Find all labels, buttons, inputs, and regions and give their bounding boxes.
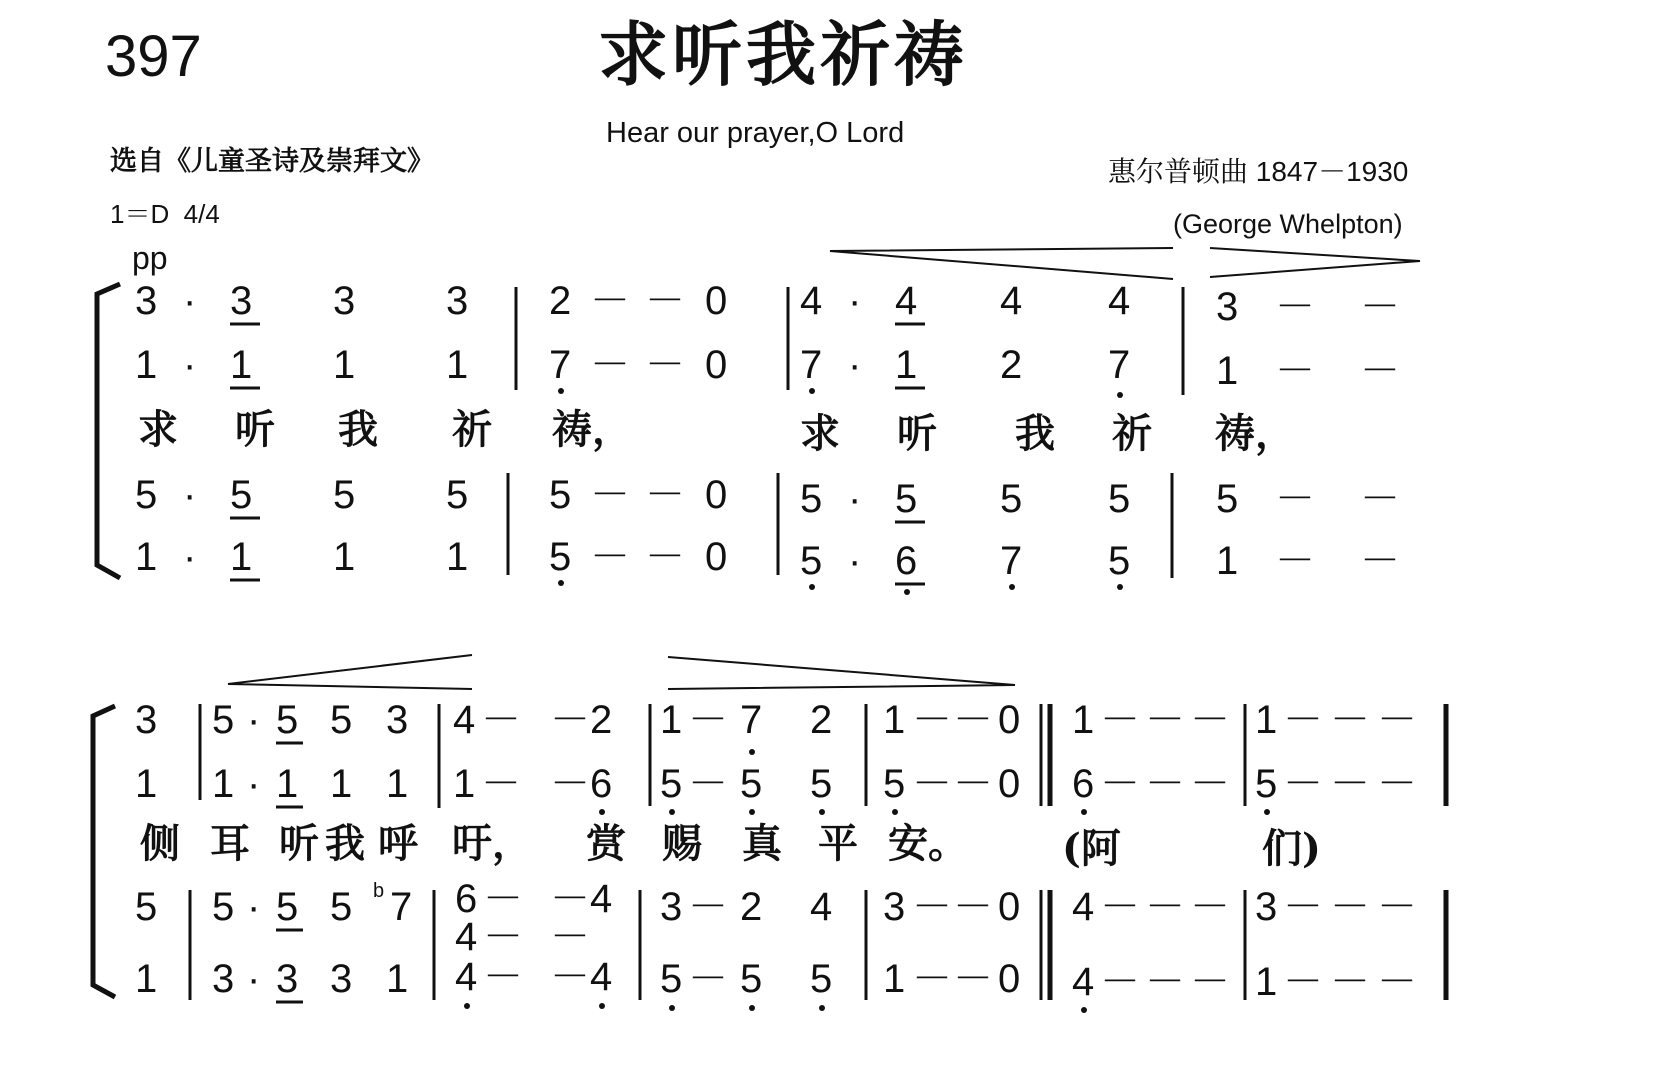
note: 3: [660, 885, 683, 929]
note: 5: [1255, 762, 1278, 806]
dash: －: [1100, 885, 1140, 929]
dot: ·: [848, 477, 862, 521]
note: 4: [1000, 279, 1023, 323]
note: 4: [810, 885, 833, 929]
lyric: 求: [800, 410, 840, 457]
rest: 0: [705, 535, 728, 579]
note: 6: [590, 762, 613, 806]
note: 4: [895, 279, 918, 323]
note: 5: [549, 473, 572, 517]
octave-dots: [558, 580, 1123, 595]
note: 5: [276, 885, 299, 929]
note: 3: [230, 279, 253, 323]
staff-row-bass: [135, 955, 1417, 1004]
note: 5: [212, 698, 235, 742]
staff-row-bass: [135, 535, 1400, 583]
lyric: 我: [338, 406, 378, 453]
lyric: 听: [279, 820, 319, 867]
dash: －: [1100, 762, 1140, 806]
note: 1: [386, 762, 409, 806]
lyric: 祈: [452, 406, 492, 453]
dash: －: [1330, 960, 1370, 1004]
octave-dots: [558, 388, 1123, 398]
lyric: 求: [138, 406, 178, 453]
dash: －: [1100, 960, 1140, 1004]
staff-row-alto: [135, 343, 1400, 393]
dash: －: [550, 955, 590, 999]
note: 1: [895, 343, 918, 387]
dash: －: [1360, 477, 1400, 521]
lyric: 我: [325, 820, 365, 867]
dash: －: [481, 698, 521, 742]
source-note: 选自《儿童圣诗及崇拜文》: [110, 146, 434, 177]
note: 1: [276, 762, 299, 806]
lyric: 们): [1262, 825, 1321, 872]
dash: －: [550, 877, 590, 921]
dash: －: [1190, 885, 1230, 929]
lyric: 祷，: [1215, 410, 1295, 457]
dash: －: [1283, 885, 1323, 929]
note: 4: [455, 915, 478, 959]
dash: －: [1360, 349, 1400, 393]
dash: －: [953, 762, 993, 806]
note: 1: [135, 957, 158, 1001]
note: 5: [330, 885, 353, 929]
decrescendo-hairpin: [1210, 248, 1420, 277]
composer-name-english: (George Whelpton): [1173, 209, 1403, 239]
note: 1: [660, 698, 683, 742]
note: 1: [333, 343, 356, 387]
note: 4: [1108, 279, 1131, 323]
note: 3: [135, 279, 158, 323]
note: 1: [230, 535, 253, 579]
staff-row-tenor: [135, 877, 1417, 959]
decrescendo-hairpin: [668, 657, 1015, 689]
lyric: 我: [1015, 410, 1055, 457]
dash: －: [1377, 960, 1417, 1004]
rest: 0: [998, 885, 1021, 929]
hymn-number: 397: [105, 24, 202, 89]
dash: －: [645, 343, 685, 387]
dash: －: [1145, 698, 1185, 742]
note: 5: [800, 477, 823, 521]
note: 3: [386, 698, 409, 742]
note: 1: [1216, 349, 1239, 393]
note: 1: [333, 535, 356, 579]
dot: ·: [848, 539, 862, 583]
dash: －: [645, 535, 685, 579]
lyric: 听: [897, 410, 937, 457]
note: 1: [883, 698, 906, 742]
flat-sign: b: [373, 880, 385, 902]
note: 2: [740, 885, 763, 929]
note: 6: [895, 539, 918, 583]
dash: －: [1100, 698, 1140, 742]
note: 6: [1072, 762, 1095, 806]
dash: －: [1377, 885, 1417, 929]
octave-dots: [464, 1003, 1087, 1013]
dot: ·: [183, 343, 197, 387]
note: 5: [212, 885, 235, 929]
note: 5: [800, 539, 823, 583]
note: 4: [1072, 885, 1095, 929]
dash: －: [1145, 960, 1185, 1004]
lyric: 祷，: [552, 406, 632, 453]
dash: －: [590, 343, 630, 387]
lyric: 赏: [586, 820, 626, 867]
dash: －: [688, 698, 728, 742]
note: 5: [810, 957, 833, 1001]
dot: ·: [247, 957, 261, 1001]
note: 2: [810, 698, 833, 742]
octave-dots: [599, 809, 1270, 815]
note: 5: [740, 957, 763, 1001]
dash: －: [1330, 885, 1370, 929]
note: 7: [740, 698, 763, 742]
dash: －: [688, 762, 728, 806]
dash: －: [688, 885, 728, 929]
dash: －: [953, 957, 993, 1001]
lyric: 安。: [888, 820, 968, 867]
dash: －: [483, 955, 523, 999]
note: 5: [135, 885, 158, 929]
dot: ·: [183, 279, 197, 323]
note: 5: [330, 698, 353, 742]
dash: －: [483, 877, 523, 921]
note: 5: [230, 473, 253, 517]
note: 5: [1000, 477, 1023, 521]
dash: －: [483, 915, 523, 959]
note: 4: [455, 955, 478, 999]
note: 4: [1072, 960, 1095, 1004]
lyric: 听: [235, 406, 275, 453]
dot: ·: [247, 885, 261, 929]
lyric: 祈: [1112, 410, 1152, 457]
dash: －: [912, 698, 952, 742]
note: 1: [230, 343, 253, 387]
rest: 0: [998, 762, 1021, 806]
dash: －: [481, 762, 521, 806]
hymn-title-chinese: 求听我祈祷: [598, 13, 968, 96]
rest: 0: [705, 279, 728, 323]
note: 4: [590, 877, 613, 921]
staff-row-soprano: [135, 279, 1400, 329]
note: 3: [883, 885, 906, 929]
lyric: (阿: [1062, 825, 1121, 872]
dash: －: [1145, 885, 1185, 929]
note: 1: [1255, 960, 1278, 1004]
dot: ·: [183, 535, 197, 579]
note: 1: [135, 535, 158, 579]
lyric: 平: [818, 820, 858, 867]
dash: －: [550, 762, 590, 806]
dash: －: [912, 957, 952, 1001]
note: 3: [1216, 285, 1239, 329]
crescendo-hairpin: [830, 248, 1173, 279]
rest: 0: [998, 957, 1021, 1001]
dash: －: [1283, 960, 1323, 1004]
note: 1: [386, 957, 409, 1001]
crescendo-hairpin: [228, 655, 472, 689]
note: 1: [1216, 539, 1239, 583]
system-bracket: [93, 706, 115, 997]
dash: －: [1275, 477, 1315, 521]
dash: －: [1377, 762, 1417, 806]
octave-dot: [749, 749, 755, 755]
note: 7: [1108, 343, 1131, 387]
dash: －: [1283, 698, 1323, 742]
note: 1: [883, 957, 906, 1001]
dash: －: [1190, 762, 1230, 806]
dash: －: [1377, 698, 1417, 742]
note: 1: [453, 762, 476, 806]
dash: －: [590, 535, 630, 579]
note: 5: [446, 473, 469, 517]
rest: 0: [998, 698, 1021, 742]
note: 7: [390, 885, 413, 929]
lyric: 侧: [140, 820, 180, 867]
dash: －: [1330, 762, 1370, 806]
dash: －: [912, 762, 952, 806]
note: 7: [1000, 539, 1023, 583]
note: 1: [135, 343, 158, 387]
note: 3: [276, 957, 299, 1001]
dash: －: [1190, 960, 1230, 1004]
dash: －: [1360, 285, 1400, 329]
rest: 0: [705, 343, 728, 387]
note: 4: [800, 279, 823, 323]
dash: －: [1330, 698, 1370, 742]
note: 5: [660, 957, 683, 1001]
dash: －: [645, 473, 685, 517]
note: 7: [800, 343, 823, 387]
note: 5: [810, 762, 833, 806]
note: 3: [212, 957, 235, 1001]
note: 1: [1072, 698, 1095, 742]
lyric: 赐: [662, 820, 702, 867]
dash: －: [1190, 698, 1230, 742]
key-and-time-signature: 1＝D 4/4: [110, 199, 220, 229]
dash: －: [1275, 285, 1315, 329]
note: 5: [135, 473, 158, 517]
dash: －: [1283, 762, 1323, 806]
note: 5: [1108, 477, 1131, 521]
dash: －: [550, 698, 590, 742]
note: 5: [660, 762, 683, 806]
note: 5: [1216, 477, 1239, 521]
note: 2: [1000, 343, 1023, 387]
dash: －: [953, 885, 993, 929]
note: 7: [549, 343, 572, 387]
lyrics-row: [138, 406, 1295, 457]
lyric: 呼: [378, 820, 418, 867]
dot: ·: [848, 343, 862, 387]
note: 5: [740, 762, 763, 806]
dot: ·: [247, 762, 261, 806]
note: 4: [590, 955, 613, 999]
lyric: 真: [742, 820, 782, 867]
note: 1: [212, 762, 235, 806]
note: 5: [333, 473, 356, 517]
note: 5: [549, 535, 572, 579]
note: 3: [1255, 885, 1278, 929]
note: 3: [135, 698, 158, 742]
dynamic-marking: pp: [132, 240, 168, 276]
note: 3: [333, 279, 356, 323]
note: 1: [330, 762, 353, 806]
note: 1: [446, 535, 469, 579]
staff-row-soprano: [135, 698, 1417, 742]
note: 1: [135, 762, 158, 806]
lyric: 吁，: [452, 820, 532, 867]
dash: －: [1275, 349, 1315, 393]
lyric: 耳: [210, 820, 250, 867]
dot: ·: [848, 279, 862, 323]
dot: ·: [183, 473, 197, 517]
note: 6: [455, 877, 478, 921]
note: 3: [330, 957, 353, 1001]
rest: 0: [705, 473, 728, 517]
dash: －: [645, 279, 685, 323]
dash: －: [1275, 539, 1315, 583]
dot: ·: [247, 698, 261, 742]
note: 1: [446, 343, 469, 387]
note: 5: [1108, 539, 1131, 583]
dash: －: [550, 915, 590, 959]
lyrics-row: [140, 820, 1321, 872]
dash: －: [590, 473, 630, 517]
note: 3: [446, 279, 469, 323]
dash: －: [912, 885, 952, 929]
staff-row-alto: [135, 762, 1417, 806]
note: 5: [883, 762, 906, 806]
dash: －: [688, 957, 728, 1001]
composer-credit: 惠尔普顿曲 1847－1930: [1108, 156, 1409, 187]
note: 4: [453, 698, 476, 742]
note: 5: [276, 698, 299, 742]
dash: －: [1145, 762, 1185, 806]
dash: －: [590, 279, 630, 323]
hymn-title-english: Hear our prayer,O Lord: [606, 117, 905, 149]
note: 5: [895, 477, 918, 521]
dash: －: [953, 698, 993, 742]
note: 2: [549, 279, 572, 323]
note: 2: [590, 698, 613, 742]
system-bracket: [97, 284, 120, 578]
staff-row-tenor: [135, 473, 1400, 521]
note: 1: [1255, 698, 1278, 742]
dash: －: [1360, 539, 1400, 583]
